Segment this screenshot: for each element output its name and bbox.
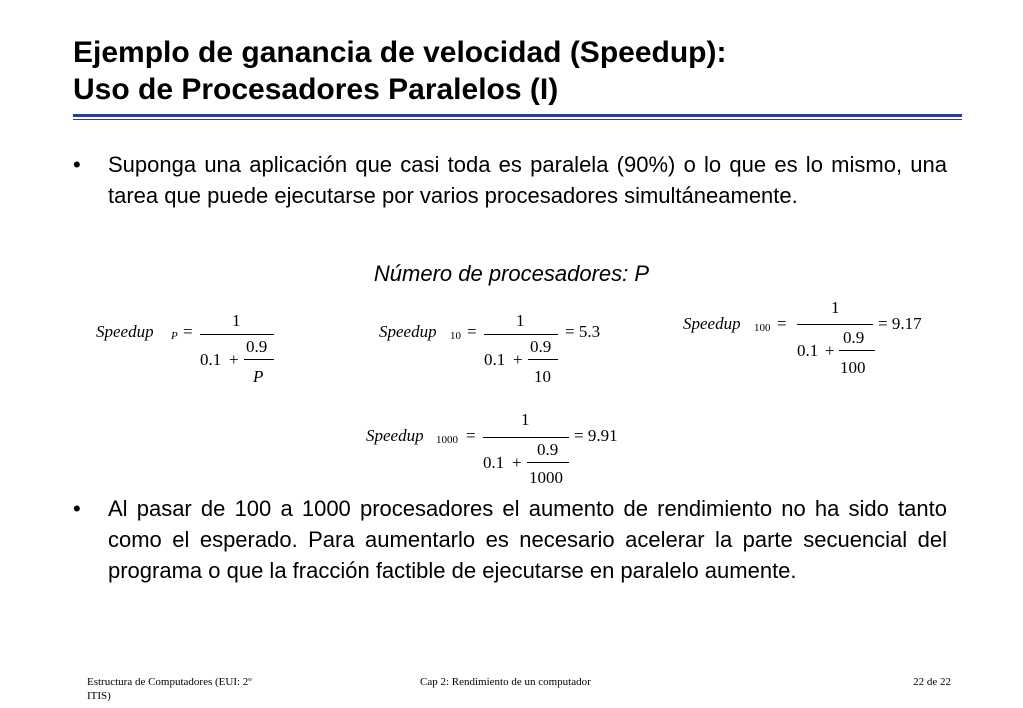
title-line-1: Ejemplo de ganancia de velocidad (Speedup): — [73, 36, 727, 69]
formula-subscript: 10 — [450, 330, 461, 342]
fraction-bar — [484, 334, 558, 335]
formula-subscript: 1000 — [436, 434, 458, 446]
title-line-2: Uso de Procesadores Paralelos (I) — [73, 73, 559, 106]
formula-name: Speedup — [96, 322, 154, 341]
title-underline-thin — [73, 119, 962, 120]
footer-page-number: 22 de 22 — [913, 676, 951, 688]
parallel-numerator: 0.9 — [537, 440, 559, 459]
bullet-dot: • — [73, 152, 81, 177]
bullet-text: Suponga una aplicación que casi toda es paralela (90%) o lo que es lo mismo, una tarea que puede ejecutarse por varios procesadores simultáneamente. — [108, 152, 947, 208]
bullet-item-1 — [73, 149, 947, 211]
fraction-bar — [483, 437, 569, 438]
plus-sign: + — [229, 350, 239, 369]
formula-numerator: 1 — [516, 311, 525, 330]
formula-numerator: 1 — [232, 311, 241, 330]
sequential-fraction: 0.1 — [200, 350, 222, 369]
formula-subscript: 100 — [754, 322, 771, 334]
formula-name: Speedup — [683, 314, 741, 333]
plus-sign: + — [825, 341, 835, 360]
formula-result: = 5.3 — [565, 322, 601, 341]
inner-fraction-bar — [528, 359, 558, 360]
inner-fraction-bar — [839, 350, 875, 351]
sequential-fraction: 0.1 — [484, 350, 506, 369]
bullet-text: Al pasar de 100 a 1000 procesadores el aumento de rendimiento no ha sido tanto como el esperado. Para aumentarlo es necesario acelerar la parte secuencial del programa o que la fracción factible de ejecutarse en paralelo aumente. — [108, 496, 947, 583]
parallel-denominator: 100 — [840, 358, 866, 377]
formula-equals: = — [466, 426, 476, 445]
formula-subscript: P — [171, 330, 178, 342]
bullet-dot: • — [73, 496, 81, 521]
inner-fraction-bar — [527, 462, 569, 463]
inner-fraction-bar — [244, 359, 274, 360]
formula-equals: = — [777, 314, 787, 333]
processors-caption: Número de procesadores: P — [373, 261, 650, 286]
formula-numerator: 1 — [831, 298, 840, 317]
parallel-denominator: 1000 — [529, 468, 563, 487]
formula-numerator: 1 — [521, 410, 530, 429]
fraction-bar — [200, 334, 274, 335]
parallel-numerator: 0.9 — [246, 337, 268, 356]
parallel-numerator: 0.9 — [843, 328, 865, 347]
sequential-fraction: 0.1 — [797, 341, 819, 360]
footer-chapter: Cap 2: Rendimiento de un computador — [420, 676, 591, 688]
formula-result: = 9.91 — [574, 426, 618, 445]
plus-sign: + — [512, 453, 522, 472]
parallel-denominator: P — [253, 367, 264, 386]
formula-name: Speedup — [379, 322, 437, 341]
formula-name: Speedup — [366, 426, 424, 445]
footer-course-line-2: ITIS) — [87, 690, 111, 702]
footer-course — [87, 675, 252, 703]
fraction-bar — [797, 324, 873, 325]
formula-equals: = — [467, 322, 477, 341]
footer-course-line-1: Estructura de Computadores (EUI: 2º — [87, 676, 252, 688]
sequential-fraction: 0.1 — [483, 453, 505, 472]
parallel-denominator: 10 — [534, 367, 551, 386]
plus-sign: + — [513, 350, 523, 369]
parallel-numerator: 0.9 — [530, 337, 552, 356]
slide-title — [73, 34, 726, 108]
bullet-item-2 — [73, 493, 947, 586]
title-underline-thick — [73, 114, 962, 117]
formula-result: = 9.17 — [878, 314, 922, 333]
formula-equals: = — [183, 322, 193, 341]
